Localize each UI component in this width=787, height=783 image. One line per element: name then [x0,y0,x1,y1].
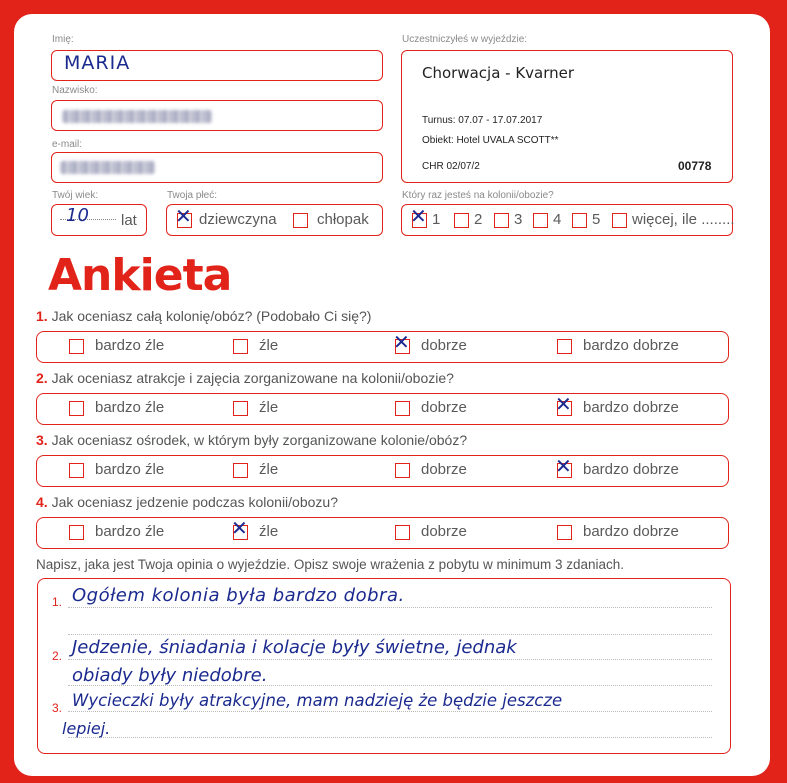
rating-option-label: dobrze [421,461,467,478]
rating-option-label: źle [259,337,279,354]
answer-line [68,607,712,608]
name-field[interactable] [51,50,383,81]
question-text: Jak oceniasz całą kolonię/obóz? (Podobało Ci się?) [47,308,372,324]
rating-option-label: bardzo dobrze [583,523,679,540]
question-4-options [36,517,729,549]
times-5-label: 5 [592,211,601,228]
rating-checkbox[interactable] [557,525,572,540]
times-3-checkbox[interactable] [494,213,509,228]
question-3-options [36,455,729,487]
trip-object: Obiekt: Hotel UVALA SCOTT** [422,135,559,146]
rating-option-label: źle [259,523,279,540]
rating-checkbox[interactable] [69,339,84,354]
rating-checkbox[interactable] [557,339,572,354]
times-field [401,204,733,236]
rating-checkbox[interactable] [233,401,248,416]
answer-3-line-1: Wycieczki były atrakcyjne, mam nadzieję że będzie jeszcze [72,691,563,710]
rating-checkbox[interactable] [555,454,572,478]
times-2-checkbox[interactable] [454,213,469,228]
rating-option-label: bardzo dobrze [583,399,679,416]
rating-checkbox[interactable] [395,463,410,478]
check-mark-icon: ✕ [393,330,410,354]
rating-checkbox[interactable] [393,330,410,354]
question-2-options [36,393,729,425]
redacted-email [60,161,155,174]
times-more-label: więcej, ile ........ [632,211,735,228]
gender-girl-checkbox[interactable] [175,204,192,228]
rating-checkbox[interactable] [69,525,84,540]
check-mark-icon: ✕ [555,392,572,416]
question-4 [36,494,338,510]
rating-option-label: bardzo źle [95,461,165,478]
times-2-label: 2 [474,211,483,228]
rating-checkbox[interactable] [69,463,84,478]
question-number: 3. [36,432,48,448]
answer-number: 1. [52,595,63,609]
gender-label: Twoja płeć: [167,190,218,201]
question-text: Jak oceniasz atrakcje i zajęcia zorganizowane na kolonii/obozie? [47,370,454,386]
age-unit: lat [121,212,137,229]
answer-2-line-2: obiady były niedobre. [72,665,268,686]
rating-checkbox[interactable] [233,463,248,478]
trip-turnus: Turnus: 07.07 - 17.07.2017 [422,115,543,126]
rating-option-label: bardzo dobrze [583,337,679,354]
answer-3-line-2: lepiej. [62,719,111,738]
question-1 [36,308,371,324]
times-4-checkbox[interactable] [533,213,548,228]
rating-option-label: dobrze [421,337,467,354]
email-label: e-mail: [52,139,83,150]
question-1-options [36,331,729,363]
rating-checkbox[interactable] [555,392,572,416]
question-3 [36,432,467,448]
question-2 [36,370,454,386]
trip-title: Chorwacja - Kvarner [422,64,575,82]
gender-boy-checkbox[interactable] [293,213,308,228]
times-1-checkbox[interactable] [410,204,427,228]
question-text: Jak oceniasz jedzenie podczas kolonii/obozu? [47,494,338,510]
surname-field[interactable] [51,100,383,131]
gender-field [166,204,383,236]
answer-line [68,634,712,635]
opinion-prompt: Napisz, jaka jest Twoja opinia o wyjeździe. Opisz swoje wrażenia z pobytu w minimum 3 zdaniach. [36,557,625,572]
times-4-label: 4 [553,211,562,228]
rating-checkbox[interactable] [395,525,410,540]
rating-checkbox[interactable] [231,516,248,540]
rating-option-label: dobrze [421,399,467,416]
rating-option-label: źle [259,399,279,416]
times-label: Który raz jesteś na kolonii/obozie? [402,190,554,201]
times-3-label: 3 [514,211,523,228]
answer-number: 2. [52,649,63,663]
answer-line [68,737,712,738]
rating-option-label: bardzo źle [95,399,165,416]
age-field[interactable] [51,204,147,236]
age-value: 10 [66,205,89,226]
rating-option-label: bardzo dobrze [583,461,679,478]
name-value: MARIA [64,52,131,74]
trip-code: CHR 02/07/2 [422,161,480,172]
check-mark-icon: ✕ [410,204,427,228]
rating-checkbox[interactable] [233,339,248,354]
trip-label: Uczestniczyłeś w wyjeździe: [402,34,528,45]
answer-number: 3. [52,701,63,715]
check-mark-icon: ✕ [175,204,192,228]
opinion-answer-box[interactable] [37,578,731,754]
answer-2-line-1: Jedzenie, śniadania i kolacje były świetne, jednak [72,637,517,658]
name-label: Imię: [52,34,74,45]
email-field[interactable] [51,152,383,183]
rating-checkbox[interactable] [395,401,410,416]
age-label: Twój wiek: [52,190,99,201]
gender-boy-label: chłopak [317,211,369,228]
gender-girl-label: dziewczyna [199,211,277,228]
answer-line [68,711,712,712]
question-number: 1. [36,308,48,324]
page-title: Ankieta [48,250,232,301]
question-number: 2. [36,370,48,386]
rating-checkbox[interactable] [69,401,84,416]
answer-1-line-1: Ogółem kolonia była bardzo dobra. [72,585,405,606]
rating-option-label: bardzo źle [95,337,165,354]
question-number: 4. [36,494,48,510]
times-5-checkbox[interactable] [572,213,587,228]
times-more-checkbox[interactable] [612,213,627,228]
redacted-surname [62,110,212,123]
trip-box [401,50,733,183]
rating-option-label: bardzo źle [95,523,165,540]
question-text: Jak oceniasz ośrodek, w którym były zorganizowane kolonie/obóz? [47,432,468,448]
check-mark-icon: ✕ [555,454,572,478]
surname-label: Nazwisko: [52,85,98,96]
answer-line [68,659,712,660]
check-mark-icon: ✕ [231,516,248,540]
trip-number: 00778 [678,159,712,173]
rating-option-label: źle [259,461,279,478]
rating-option-label: dobrze [421,523,467,540]
times-1-label: 1 [432,211,441,228]
